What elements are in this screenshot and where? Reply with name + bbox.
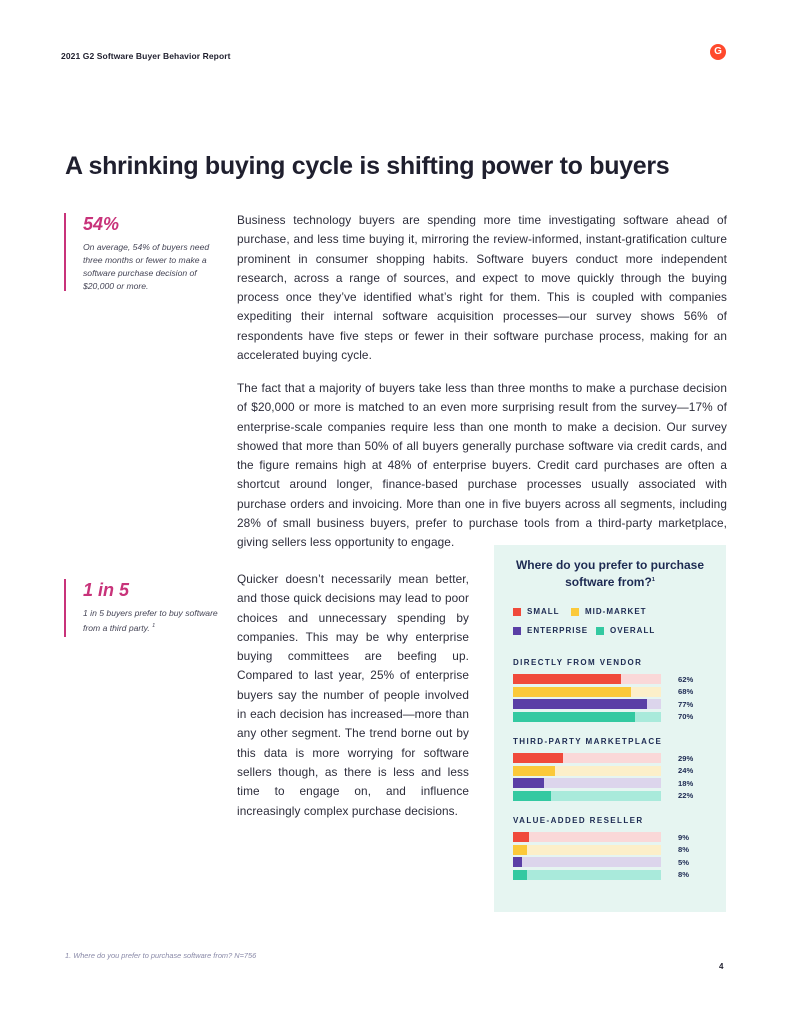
body-paragraph-1: Business technology buyers are spending more time investigating software ahead of purchase, and less time buying it, mirroring the review-informed, instant-gratification culture prominent in consumer shopping habits. Software buyers conduct more independent research, across a range of sources, and expect to move quickly through the buying process once they’ve identified what’s right for them. This is coupled with companies expediting their internal software acquisition processes—our survey shows 56% of respondents have five steps or fewer in their software purchase process, making for an accelerated buying cycle. [237, 213, 727, 363]
bar-value-label: 18% [678, 778, 694, 788]
body-paragraph-3: Quicker doesn’t necessarily mean better, and those quick decisions may lead to poor choices and unnecessary spending by companies. This may be why enterprise buying committees are beefing up. Compared to last year, 25% of enterprise buyers say the number of people involved in each decision has increased—more than any other segment. The trend borne out by this data is more worrying for software sellers though, as there is less and less time to engage on, and influence increasingly complex purchase decisions. [237, 572, 469, 818]
legend-swatch-enterprise [513, 627, 521, 635]
bar-mid-market [513, 845, 527, 855]
bar-track [513, 791, 661, 801]
legend-swatch-small [513, 608, 521, 616]
bar-mid-market [513, 687, 631, 697]
bar-track [513, 778, 661, 788]
bar-value-label: 5% [678, 857, 689, 867]
bar-value-label: 70% [678, 712, 694, 722]
bar-mid-market [513, 766, 555, 776]
bar-track [513, 753, 661, 763]
bar-small [513, 832, 529, 842]
bar-small [513, 674, 621, 684]
legend-label-enterprise: ENTERPRISE [527, 626, 589, 635]
bar-value-label: 29% [678, 753, 694, 763]
callout-text-body: 1 in 5 buyers prefer to buy software from a third party. [83, 608, 218, 633]
bar-track [513, 687, 661, 697]
bar-track [513, 845, 661, 855]
bar-overall [513, 712, 635, 722]
bar-track [513, 674, 661, 684]
callout-stat: 1 in 5 [83, 580, 130, 600]
bar-track [513, 766, 661, 776]
callout-stat: 54% [83, 214, 120, 234]
bar-value-label: 68% [678, 687, 694, 697]
legend-label-small: SMALL [527, 607, 560, 616]
bar-overall [513, 870, 527, 880]
chart-title [504, 558, 716, 590]
bar-value-label: 8% [678, 845, 689, 855]
callout-54-percent [64, 213, 221, 291]
callout-text [83, 607, 221, 635]
bar-enterprise [513, 857, 522, 867]
footnote-ref: 1 [152, 623, 156, 629]
legend-label-mid-market: MID-MARKET [585, 607, 647, 616]
g2-logo: G [710, 44, 726, 60]
footnote: 1. Where do you prefer to purchase software from? N=756 [65, 951, 257, 960]
bar-value-label: 77% [678, 699, 694, 709]
bar-track [513, 712, 661, 722]
bar-small [513, 753, 563, 763]
category-label: THIRD-PARTY MARKETPLACE [513, 737, 663, 746]
bar-enterprise [513, 699, 647, 709]
bar-track [513, 857, 661, 867]
page-headline: A shrinking buying cycle is shifting power to buyers [65, 152, 670, 180]
bar-track [513, 870, 661, 880]
chart-title-footnote-ref: 1 [651, 577, 655, 583]
bar-value-label: 8% [678, 870, 689, 880]
bar-overall [513, 791, 551, 801]
body-paragraph-2: The fact that a majority of buyers take less than three months to make a purchase decision of $20,000 or more is matched to an even more surprising result from the survey—17% of enterprise-scale companies require less than one month to make a decision. Our survey showed that more than 50% of all buyers generally purchase software via credit cards, and the figure remains high at 48% of enterprise buyers. Credit card purchases are often a shortcut around longer, finance-based purchase processes usually associated with purchase orders and invoicing. More than one in five buyers across all segments, including 28% of small business buyers, prefer to purchase tools from a third-party marketplace, giving sellers less opportunity to engage. [237, 381, 727, 550]
legend-swatch-overall [596, 627, 604, 635]
bar-enterprise [513, 778, 544, 788]
category-label: VALUE-ADDED RESELLER [513, 816, 644, 825]
report-title: 2021 G2 Software Buyer Behavior Report [61, 51, 231, 61]
bar-value-label: 24% [678, 766, 694, 776]
bar-track [513, 699, 661, 709]
chart-title-text: Where do you prefer to purchase software from? [515, 558, 705, 589]
page-number: 4 [719, 962, 724, 971]
bar-value-label: 22% [678, 791, 694, 801]
category-label: DIRECTLY FROM VENDOR [513, 658, 643, 667]
bar-value-label: 62% [678, 674, 694, 684]
callout-1-in-5 [64, 579, 221, 637]
legend-swatch-mid-market [571, 608, 579, 616]
bar-track [513, 832, 661, 842]
callout-text: On average, 54% of buyers need three months or fewer to make a software purchase decision of $20,000 or more. [83, 242, 210, 291]
purchase-channel-chart [494, 545, 726, 912]
bar-value-label: 9% [678, 832, 689, 842]
legend-label-overall: OVERALL [610, 626, 656, 635]
